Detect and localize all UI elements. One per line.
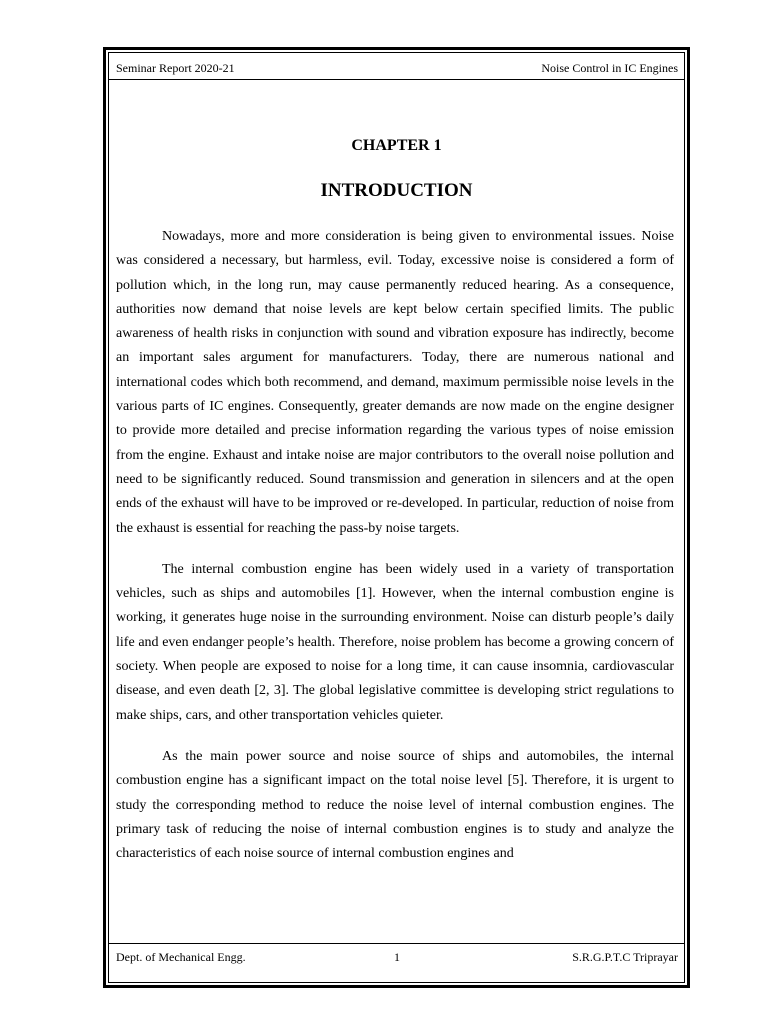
page-footer [116, 949, 678, 965]
paragraph: The internal combustion engine has been widely used in a variety of transportation vehicles, such as ships and automobiles [1]. However, when the internal combustion engine is working, it generates huge noise in the surrounding environment. Noise can disturb people’s daily life and even endanger people’s health. Therefore, noise problem has become a growing concern of society. When people are exposed to noise for a long time, it can cause insomnia, cardiovascular disease, and even death [2, 3]. The global legislative committee is developing strict regulations to make ships, cars, and other transportation vehicles quieter. [116, 561, 674, 723]
chapter-title: INTRODUCTION [320, 180, 473, 201]
paragraph: As the main power source and noise source of ships and automobiles, the internal combustion engine has a significant impact on the total noise level [5]. Therefore, it is urgent to study the corresponding method to reduce the noise level of internal combustion engines. The primary task of reducing the noise of internal combustion engines is to study and analyze the characteristics of each noise source of internal combustion engines and [116, 748, 674, 862]
page-header [116, 60, 678, 76]
header-topic: Noise Control in IC Engines [541, 61, 678, 75]
footer-divider [108, 943, 685, 944]
header-divider [108, 79, 685, 80]
footer-department: Dept. of Mechanical Engg. [116, 950, 246, 964]
footer-institution: S.R.G.P.T.C Triprayar [572, 950, 678, 964]
paragraph: Nowadays, more and more consideration is being given to environmental issues. Noise was considered a necessary, but harmless, evil. Today, excessive noise is considered a form of pollution which, in the long run, may cause permanently reduced hearing. As a consequence, authorities now demand that noise levels are kept below certain specified limits. The public awareness of health risks in conjunction with sound and vibration exposure has indirectly, become an important sales argument for manufacturers. Today, there are numerous national and international codes which both recommend, and demand, maximum permissible noise levels in the various parts of IC engines. Consequently, greater demands are now made on the engine designer to provide more detailed and precise information regarding the various types of noise emission from the engine. Exhaust and intake noise are major contributors to the overall noise pollution and need to be significantly reduced. Sound transmission and generation in silencers and at the open ends of the exhaust will have to be improved or re-developed. In particular, reduction of noise from the exhaust is essential for reaching the pass-by noise targets. [116, 229, 674, 536]
header-report-title: Seminar Report 2020-21 [116, 61, 235, 75]
chapter-label: CHAPTER 1 [351, 137, 442, 154]
page-number: 1 [394, 950, 400, 964]
body-text [116, 225, 674, 866]
